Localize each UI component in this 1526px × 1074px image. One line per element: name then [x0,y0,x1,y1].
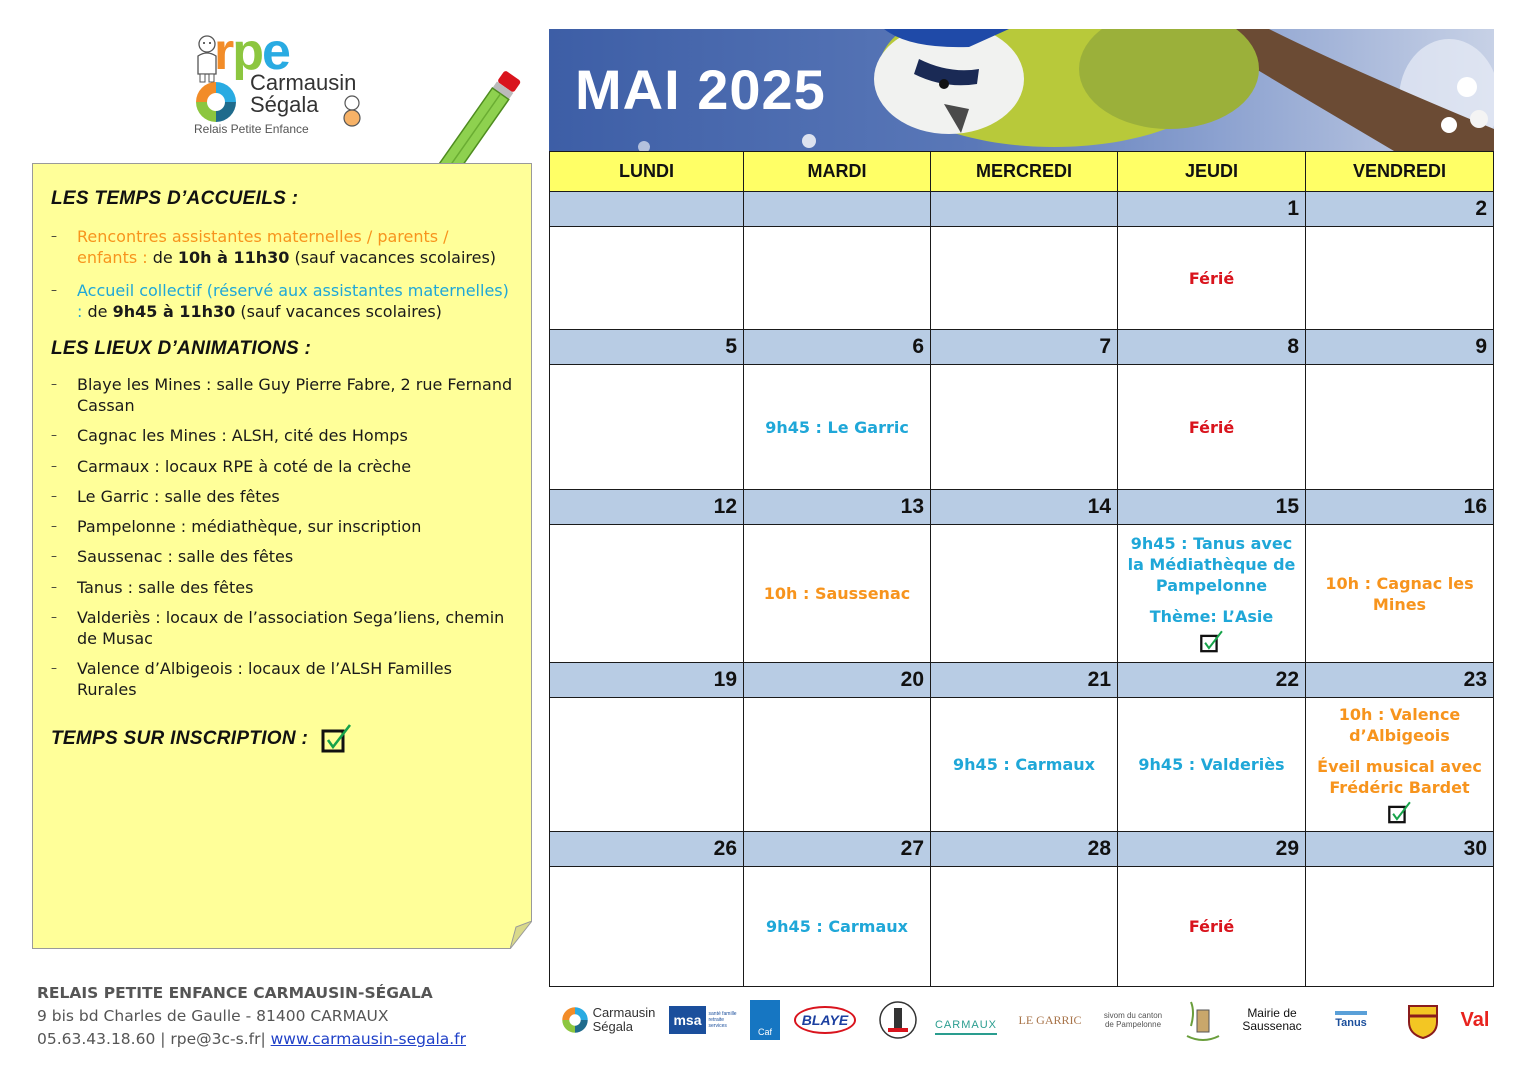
day-cell [1306,698,1494,832]
month-title: MAI 2025 [575,58,826,121]
day-cell [550,867,744,987]
day-cell [550,227,744,330]
events-row [550,365,1494,490]
partner-tanus: Tanus [1311,990,1391,1050]
contact-line [37,1028,466,1051]
rpe-wordmark: rpe [214,23,289,81]
date-cell: 26 [550,832,744,867]
date-cell: 8 [1118,330,1306,365]
accueils-title: LES TEMPS D’ACCUEILS : [51,188,299,209]
date-row [550,330,1494,365]
org-name: RELAIS PETITE ENFANCE CARMAUSIN-SÉGALA [37,984,433,1002]
event-text: 9h45 : Valderiès [1138,755,1285,774]
weekday-label: MARDI [744,152,931,192]
day-cell [1118,525,1306,663]
date-cell: 2 [1306,192,1494,227]
day-cell [1118,867,1306,987]
date-cell: 23 [1306,663,1494,698]
date-cell: 14 [931,490,1118,525]
event-text: 10h : Saussenac [763,584,911,603]
weekday-label: VENDREDI [1306,152,1494,192]
event-text: 9h45 : Le Garric [765,417,909,437]
carmausin-circle-icon [561,1006,589,1034]
lieu-item: – Pampelonne : médiathèque, sur inscription [51,516,513,537]
events-row [550,525,1494,663]
date-cell: 30 [1306,832,1494,867]
day-cell [1118,227,1306,330]
inscription-checkbox-icon [1387,800,1413,826]
mine-tower-icon [878,1000,918,1040]
date-cell: 20 [744,663,931,698]
date-cell [931,192,1118,227]
lieu-item: – Saussenac : salle des fêtes [51,546,513,567]
checkbox-checked-icon [320,722,354,756]
inscription-label: TEMPS SUR INSCRIPTION : [51,728,309,750]
date-cell: 15 [1118,490,1306,525]
day-cell [744,867,931,987]
page-fold [510,921,532,949]
header-banner [549,29,1494,151]
events-row [550,227,1494,330]
weekday-header [550,152,1494,192]
date-cell: 9 [1306,330,1494,365]
day-cell [1118,698,1306,832]
events-row [550,698,1494,832]
day-cell [1306,227,1494,330]
event-detail: Thème: L’Asie [1149,606,1274,626]
partner-caf: Caf [747,990,783,1050]
event-text: 9h45 : Carmaux [953,755,1095,774]
date-cell: 28 [931,832,1118,867]
event-text: 10h : Valence d’Albigeois [1338,704,1461,745]
date-cell: 21 [931,663,1118,698]
event-text: Férié [1188,417,1235,437]
date-row [550,663,1494,698]
day-cell [1118,365,1306,490]
weekday-label: MERCREDI [931,152,1118,192]
date-cell: 16 [1306,490,1494,525]
date-cell: 13 [744,490,931,525]
day-cell [1306,867,1494,987]
day-cell [931,365,1118,490]
lieu-item: – Blaye les Mines : salle Guy Pierre Fabre, 2 rue Fernand Cassan [51,374,513,416]
day-cell [1306,525,1494,663]
partner-msa: msa santé famille retraite services [669,990,739,1050]
date-cell: 27 [744,832,931,867]
day-cell [744,525,931,663]
day-cell [1306,365,1494,490]
partner-carmaux: CARMAUX [933,990,999,1050]
logo-line-segala: Ségala [250,92,319,117]
date-cell [550,192,744,227]
events-row [550,867,1494,987]
partner-le-garric: LE GARRIC [1018,1012,1082,1027]
valderies-emblem-icon [1181,996,1225,1044]
phone-email: 05.63.43.18.60 | rpe@3c-s.fr| [37,1030,266,1048]
lieu-item: – Le Garric : salle des fêtes [51,486,513,507]
lieu-item: – Cagnac les Mines : ALSH, cité des Homps [51,425,513,446]
baby-icon [340,94,364,128]
date-cell: 5 [550,330,744,365]
inscription-legend [51,722,513,756]
date-cell: 22 [1118,663,1306,698]
logo-line-carmausin: Carmausin [250,70,357,95]
lieux-list [51,374,513,700]
date-row [550,192,1494,227]
day-cell [550,698,744,832]
date-cell: 19 [550,663,744,698]
event-text: 10h : Cagnac les Mines [1325,573,1474,614]
event-text: 9h45 : Carmaux [766,917,908,936]
partner-saussenac: Mairie de Saussenac [1242,1006,1302,1033]
event-text: 9h45 : Tanus avec la Médiathèque de Pampelonne [1127,533,1296,595]
date-cell [744,192,931,227]
day-cell [744,227,931,330]
address: 9 bis bd Charles de Gaulle - 81400 CARMAUX [37,1007,389,1025]
event-text: Férié [1188,917,1235,936]
partner-cagnac [875,990,921,1050]
calendar-grid [549,151,1494,987]
accueil-item: – Rencontres assistantes maternelles / parents / enfants : de 10h à 11h30 (sauf vacances scolaires) [51,226,513,268]
date-cell: 6 [744,330,931,365]
partner-pampelonne: sivom du canton de Pampelonne [1103,1011,1163,1029]
website-link[interactable]: www.carmausin-segala.fr [270,1030,467,1048]
partner-blaye: BLAYE [793,990,857,1050]
day-cell [931,525,1118,663]
day-cell [931,867,1118,987]
lieu-item: – Carmaux : locaux RPE à coté de la crèche [51,456,513,477]
day-cell [744,365,931,490]
date-cell: 1 [1118,192,1306,227]
logo-subtitle: Relais Petite Enfance [194,122,309,136]
lieu-item: – Tanus : salle des fêtes [51,577,513,598]
lieu-item: – Valderiès : locaux de l’association Sega’liens, chemin de Musac [51,607,513,649]
day-cell [931,698,1118,832]
partner-valence [1403,990,1443,1050]
info-note [32,163,532,949]
lieu-item: – Valence d’Albigeois : locaux de l’ALSH Familles Rurales [51,658,513,700]
carmausin-circle-icon [194,80,238,124]
date-cell: 7 [931,330,1118,365]
rpe-logo [190,22,380,140]
date-row [550,832,1494,867]
day-cell [550,365,744,490]
day-cell [931,227,1118,330]
contact-block [37,982,466,1051]
event-text: Férié [1188,268,1235,288]
day-cell [550,525,744,663]
date-row [550,490,1494,525]
accueil-item: – Accueil collectif (réservé aux assistantes maternelles) : de 9h45 à 11h30 (sauf vacances scolaires) [51,280,513,322]
event-detail: Éveil musical avec Frédéric Bardet [1317,756,1482,797]
coat-of-arms-icon [1406,1000,1440,1040]
weekday-label: JEUDI [1118,152,1306,192]
inscription-checkbox-icon [1199,629,1225,655]
partner-valderies [1177,990,1229,1050]
partner-logos [549,990,1509,1050]
day-cell [744,698,931,832]
accueils-list [51,226,513,322]
partner-carmausin-segala: Carmausin Ségala [553,990,663,1050]
weekday-label: LUNDI [550,152,744,192]
lieux-title: LES LIEUX D’ANIMATIONS : [51,338,312,359]
partner-val: Val [1460,1008,1490,1031]
date-cell: 29 [1118,832,1306,867]
date-cell: 12 [550,490,744,525]
